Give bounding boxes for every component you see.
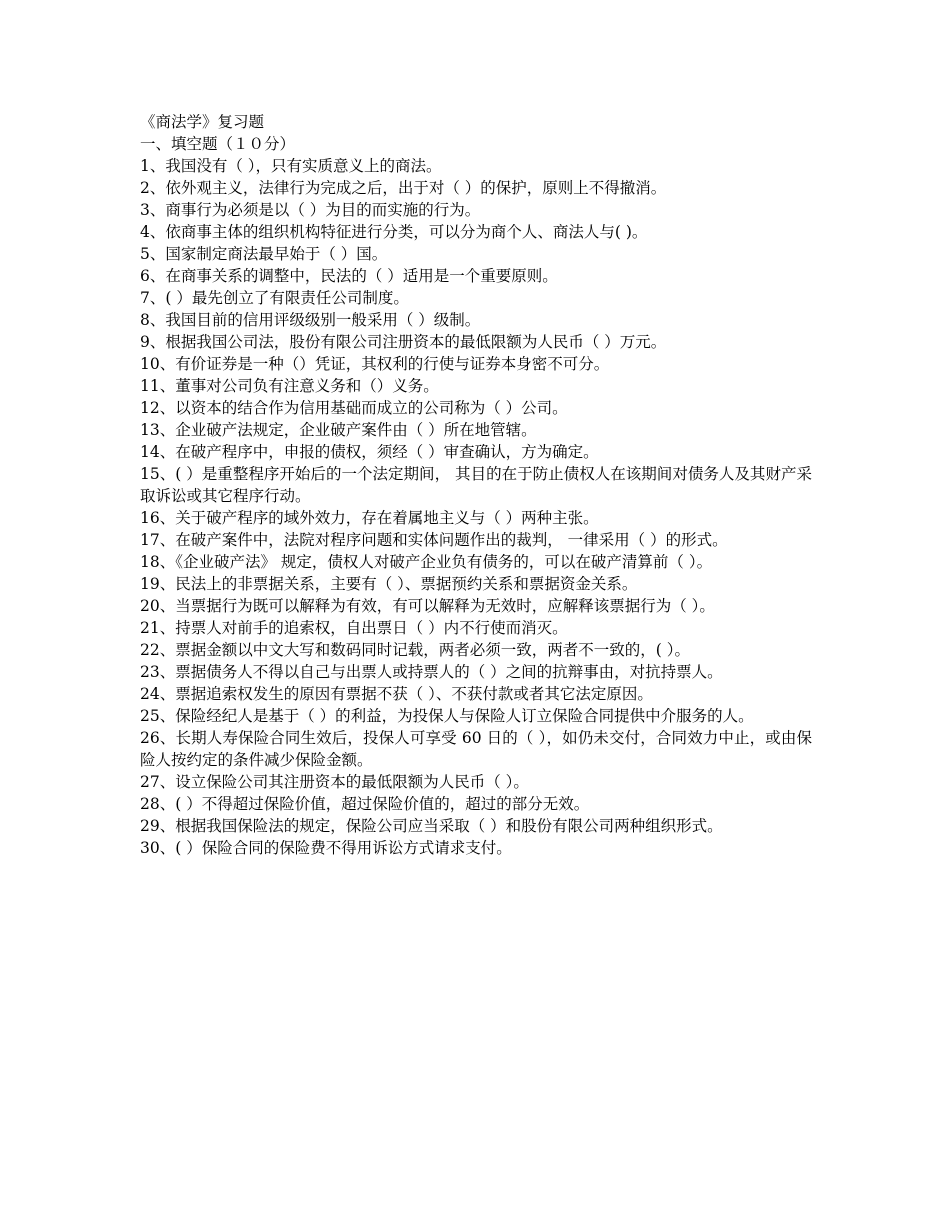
- question-30: 30、( ）保险合同的保险费不得用诉讼方式请求支付。: [140, 839, 512, 857]
- question-11: 11、董事对公司负有注意义务和（）义务。: [140, 377, 439, 395]
- question-15: 15、( ）是重整程序开始后的一个法定期间， 其目的在于防止债权人在该期间对债务人及其财产采取诉讼或其它程序行动。: [140, 465, 812, 505]
- question-4: 4、依商事主体的组织机构特征进行分类，可以分为商个人、商法人与( )。: [140, 223, 648, 241]
- question-16: 16、关于破产程序的域外效力，存在着属地主义与（ ）两种主张。: [140, 509, 599, 527]
- question-14: 14、在破产程序中，申报的债权，须经（ ）审查确认，方为确定。: [140, 443, 599, 461]
- question-1: 1、我国没有（ ），只有实质意义上的商法。: [140, 157, 442, 175]
- question-21: 21、持票人对前手的追索权，自出票日（ ）内不行使而消灭。: [140, 619, 568, 637]
- document-title: 《商法学》复习题: [140, 113, 265, 131]
- question-10: 10、有价证券是一种（）凭证，其权利的行使与证券本身密不可分。: [140, 355, 610, 373]
- question-20: 20、当票据行为既可以解释为有效，有可以解释为无效时，应解释该票据行为（ ）。: [140, 597, 715, 615]
- question-19: 19、民法上的非票据关系，主要有（ ）、票据预约关系和票据资金关系。: [140, 575, 638, 593]
- document-page: [140, 111, 812, 859]
- question-23: 23、票据债务人不得以自己与出票人或持票人的（ ）之间的抗辩事由，对抗持票人。: [140, 663, 723, 681]
- question-29: 29、根据我国保险法的规定，保险公司应当采取（ ）和股份有限公司两种组织形式。: [140, 817, 723, 835]
- question-6: 6、在商事关系的调整中，民法的（ ）适用是一个重要原则。: [140, 267, 558, 285]
- question-2: 2、依外观主义，法律行为完成之后，出于对（ ）的保护，原则上不得撤消。: [140, 179, 667, 197]
- question-3: 3、商事行为必须是以（ ）为目的而实施的行为。: [140, 201, 481, 219]
- question-18: 18、《企业破产法》 规定，债权人对破产企业负有债务的，可以在破产清算前（ ）。: [140, 553, 713, 571]
- question-12: 12、以资本的结合作为信用基础而成立的公司称为（ ）公司。: [140, 399, 568, 417]
- question-9: 9、根据我国公司法，股份有限公司注册资本的最低限额为人民币（ ）万元。: [140, 333, 667, 351]
- question-27: 27、设立保险公司其注册资本的最低限额为人民币（ ）。: [140, 773, 529, 791]
- question-13: 13、企业破产法规定，企业破产案件由（ ）所在地管辖。: [140, 421, 537, 439]
- question-24: 24、票据追索权发生的原因有票据不获（ ）、不获付款或者其它法定原因。: [140, 685, 653, 703]
- question-25: 25、保险经纪人是基于（ ）的利益，为投保人与保险人订立保险合同提供中介服务的人。: [140, 707, 754, 725]
- section-heading: 一、填空题（１０分）: [140, 135, 296, 153]
- question-17: 17、在破产案件中，法院对程序问题和实体问题作出的裁判， 一律采用（ ）的形式。: [140, 531, 728, 549]
- question-8: 8、我国目前的信用评级级别一般采用（ ）级制。: [140, 311, 481, 329]
- question-26: 26、长期人寿保险合同生效后，投保人可享受 60 日的（ ），如仍未交付，合同效力中止，或由保险人按约定的条件减少保险金额。: [140, 729, 812, 769]
- question-22: 22、票据金额以中文大写和数码同时记载，两者必须一致，两者不一致的，( ）。: [140, 641, 690, 659]
- question-5: 5、国家制定商法最早始于（ ）国。: [140, 245, 388, 263]
- question-7: 7、( ）最先创立了有限责任公司制度。: [140, 289, 409, 307]
- question-28: 28、( ）不得超过保险价值，超过保险价值的，超过的部分无效。: [140, 795, 590, 813]
